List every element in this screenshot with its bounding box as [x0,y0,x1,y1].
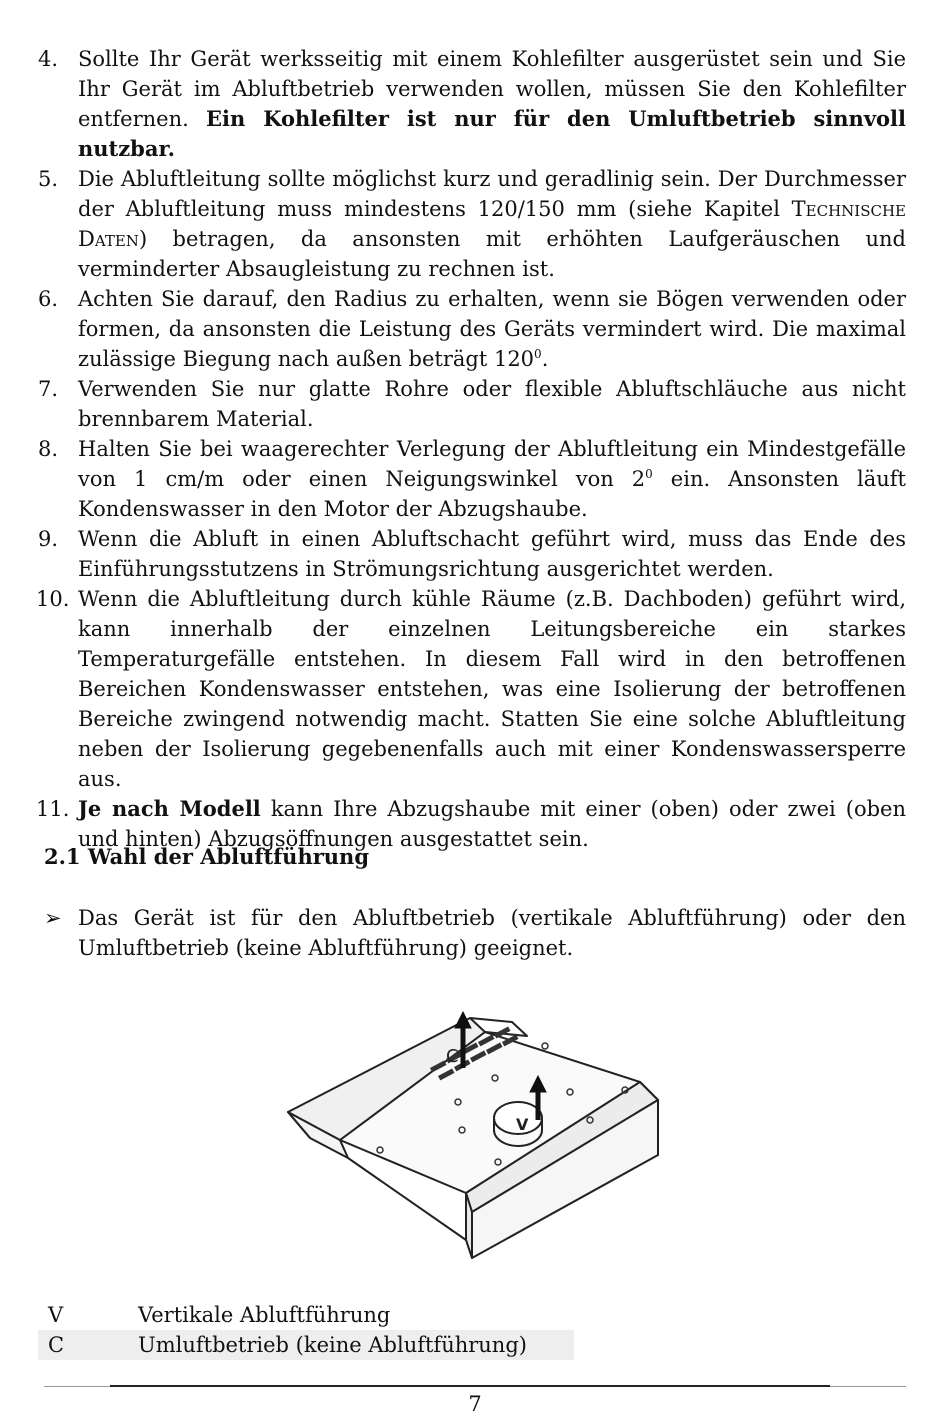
legend-row-v [38,1300,574,1330]
legend-value: Umluftbetrieb (keine Abluftführung) [138,1333,527,1357]
legend-row-c [38,1330,574,1360]
list-number: 6. [38,287,59,311]
list-number: 8. [38,437,59,461]
text-run: . [541,347,549,371]
label-v: V [516,1115,529,1134]
text-run: Achten Sie darauf, den Radius zu erhalten, wenn sie Bögen verwenden oder formen, da ansonsten die Leistung des Geräts vermindert wird. Die maximal zulässige Biegung nach außen beträgt 120 [78,287,906,371]
footer-rule-bold [110,1385,830,1387]
legend-value: Vertikale Abluftführung [138,1303,391,1327]
list-text [78,527,906,581]
list-item [38,584,906,794]
superscript: 0 [645,467,653,481]
text-run: ein. Ansonsten läuft Kondenswasser in den Motor der Abzugshaube. [78,467,906,521]
list-item [38,434,906,524]
instruction-list [38,44,906,854]
list-number: 11. [36,797,70,821]
list-item [38,524,906,584]
list-number: 9. [38,527,59,551]
list-number: 10. [36,587,70,611]
text-run: Halten Sie bei waagerechter Verlegung der Abluftleitung ein Mindestgefälle von 1 cm/m oder einen Neigungswinkel von 2 [78,437,906,491]
list-number: 7. [38,377,59,401]
label-c: C [446,1046,459,1067]
small-caps-text: Technische Daten [78,197,906,251]
figure-legend [38,1300,574,1360]
list-item [38,44,906,164]
bold-text: Ein Kohlefilter ist nur für den Umluftbetrieb sinnvoll nutzbar. [78,106,906,161]
list-text [78,587,906,791]
list-item [38,164,906,284]
list-text [78,377,906,431]
text-run: Verwenden Sie nur glatte Rohre oder flexible Abluftschläuche aus nicht brennbarem Material. [78,377,906,431]
arrow-bullet-icon: ➢ [44,906,62,930]
list-number: 4. [38,47,59,71]
bullet-text: Das Gerät ist für den Abluftbetrieb (vertikale Abluftführung) oder den Umluftbetrieb (keine Abluftführung) geeignet. [78,906,906,960]
legend-key: C [48,1333,65,1357]
text-run: kann Ihre Abzugshaube mit einer (oben) oder zwei (oben und hinten) Abzugsöffnungen ausgestattet sein. [78,797,906,851]
text-run: Wenn die Abluftleitung durch kühle Räume (z.B. Dachboden) geführt wird, kann innerhalb der einzelnen Leitungsbereiche ein starkes Temperaturgefälle entstehen. In diesem Fall wird in den betroffenen Bereichen Kondenswasser entstehen, was eine Isolierung der betroffenen Bereiche zwingend notwendig macht. Statten Sie eine solche Abluftleitung neben der Isolierung gegebenenfalls auch mit einer Kondenswassersperre aus. [78,587,906,791]
page-number: 7 [468,1392,482,1416]
text-run: Wenn die Abluft in einen Abluftschacht geführt wird, muss das Ende des Einführungsstutzens in Strömungsrichtung ausgerichtet werden. [78,527,906,581]
legend-key: V [48,1303,64,1327]
range-hood-illustration [280,1000,670,1275]
list-text [78,287,906,371]
list-text [78,437,906,521]
bullet-paragraph [44,903,906,963]
list-text [78,47,906,161]
list-item [38,374,906,434]
list-text [78,167,906,281]
list-item [38,284,906,374]
bold-text: Je nach Modell [78,796,261,821]
section-heading: 2.1 Wahl der Abluftführung [44,844,369,869]
list-number: 5. [38,167,59,191]
text-run: Sollte Ihr Gerät werksseitig mit einem Kohlefilter ausgerüstet sein und Sie Ihr Gerät im Abluftbetrieb verwenden wollen, müssen Sie den Kohlefilter entfernen. [78,47,906,131]
superscript: 0 [534,347,542,361]
text-run: Die Abluftleitung sollte möglichst kurz und geradlinig sein. Der Durchmesser der Abluftleitung muss mindestens 120/150 mm (siehe Kapitel [78,167,906,221]
text-run: ) betragen, da ansonsten mit erhöhten Laufgeräuschen und verminderter Absaugleistung zu rechnen ist. [78,227,906,281]
